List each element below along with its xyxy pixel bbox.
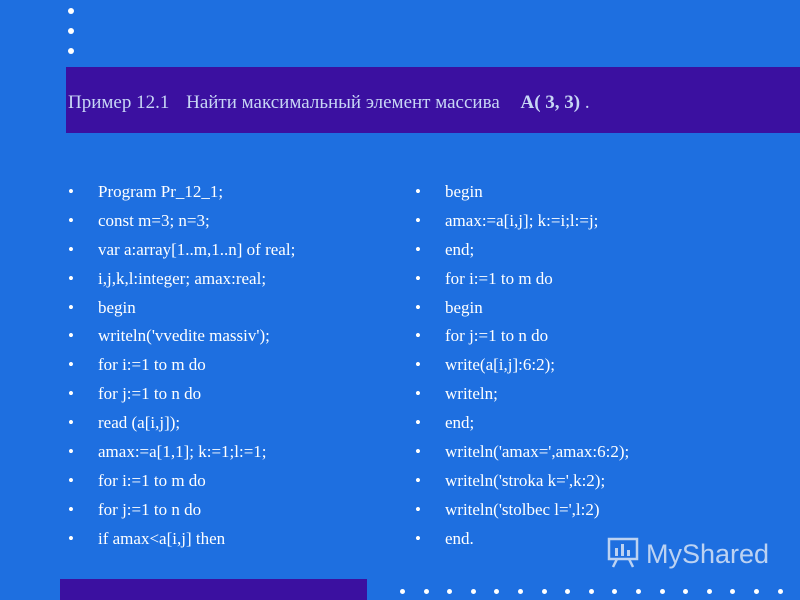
code-text: writeln; [445, 384, 498, 404]
code-text: writeln('vvedite massiv'); [98, 326, 270, 346]
code-line [415, 265, 755, 294]
code-line [415, 294, 755, 323]
bullet-marker: • [415, 326, 421, 346]
dot [636, 589, 641, 594]
code-text: Program Pr_12_1; [98, 182, 224, 201]
code-text: i,j,k,l:integer; amax:real; [98, 268, 267, 288]
decorative-dots-bottom [400, 589, 800, 594]
bullet-marker: • [68, 470, 74, 490]
code-line [68, 265, 388, 294]
bullet-marker: • [415, 442, 421, 462]
brand-name: MyShared [646, 539, 770, 569]
code-line [68, 380, 388, 409]
code-line [415, 438, 755, 467]
bullet-marker: • [415, 239, 421, 259]
dot [683, 589, 688, 594]
code-text: const m=3; n=3; [98, 210, 210, 230]
dot [68, 8, 74, 14]
code-text: end; [445, 413, 475, 433]
bullet-marker: • [68, 413, 74, 433]
bullet-marker: • [415, 210, 421, 230]
dot [707, 589, 712, 594]
code-line [415, 207, 755, 236]
code-text: amax:=a[1,1]; k:=1;l:=1; [98, 442, 267, 462]
code-text: end. [445, 528, 474, 548]
bullet-marker: • [68, 268, 74, 288]
bullet-marker: • [68, 239, 74, 259]
bullet-marker: • [68, 182, 74, 201]
code-column-right [415, 178, 755, 554]
code-line [415, 322, 755, 351]
bullet-marker: • [415, 297, 421, 317]
code-text: for j:=1 to n do [445, 326, 549, 346]
code-text: end; [445, 239, 475, 259]
dot [754, 589, 759, 594]
dot [68, 48, 74, 54]
slide-title [68, 92, 590, 114]
bullet-marker: • [415, 413, 421, 433]
code-text: if amax<a[i,j] then [98, 528, 226, 548]
code-text: write(a[i,j]:6:2); [445, 355, 555, 375]
bullet-marker: • [415, 268, 421, 288]
code-line [68, 467, 388, 496]
bullet-marker: • [415, 384, 421, 404]
code-text: begin [445, 297, 483, 317]
dot [660, 589, 665, 594]
dot [400, 589, 405, 594]
array-label: A( 3, 3) [520, 92, 581, 113]
dot [778, 589, 783, 594]
dot [589, 589, 594, 594]
dot [471, 589, 476, 594]
dot [542, 589, 547, 594]
code-line [415, 178, 755, 207]
code-text: begin [445, 182, 483, 201]
code-text: writeln('stroka k=',k:2); [445, 470, 606, 490]
bullet-marker: • [415, 499, 421, 519]
code-text: for i:=1 to m do [445, 268, 553, 288]
dot [68, 28, 74, 34]
code-text: for i:=1 to m do [98, 355, 206, 375]
dot [494, 589, 499, 594]
code-text: read (a[i,j]); [98, 413, 181, 433]
code-text: writeln('amax=',amax:6:2); [445, 442, 630, 462]
code-line [68, 351, 388, 380]
bullet-marker: • [68, 355, 74, 375]
bullet-marker: • [415, 182, 421, 201]
code-line [415, 351, 755, 380]
task-text: Найти максимальный элемент массива [186, 92, 500, 113]
code-text: for j:=1 to n do [98, 499, 202, 519]
code-line [68, 207, 388, 236]
example-label: Пример 12.1 [68, 92, 170, 113]
code-text: begin [98, 297, 136, 317]
bullet-marker: • [68, 210, 74, 230]
code-text: for j:=1 to n do [98, 384, 202, 404]
title-period: . [584, 92, 590, 113]
code-line [68, 178, 388, 207]
myshared-logo [606, 535, 769, 574]
bullet-marker: • [415, 355, 421, 375]
code-line [68, 236, 388, 265]
bullet-marker: • [68, 528, 74, 548]
bullet-marker: • [415, 528, 421, 548]
code-text: for i:=1 to m do [98, 470, 206, 490]
bullet-marker: • [68, 499, 74, 519]
dot [424, 589, 429, 594]
bottom-band [60, 579, 367, 600]
code-line [415, 467, 755, 496]
decorative-dots-top [68, 8, 80, 68]
bullet-marker: • [68, 326, 74, 346]
code-line [68, 322, 388, 351]
bullet-marker: • [415, 470, 421, 490]
code-text: writeln('stolbec l=',l:2) [445, 499, 600, 519]
code-line [415, 496, 755, 525]
code-line [68, 496, 388, 525]
code-column-left [68, 178, 388, 554]
dot [730, 589, 735, 594]
code-line [68, 438, 388, 467]
code-line [415, 236, 755, 265]
bullet-marker: • [68, 384, 74, 404]
bullet-marker: • [68, 442, 74, 462]
dot [612, 589, 617, 594]
dot [518, 589, 523, 594]
code-line [68, 409, 388, 438]
dot [565, 589, 570, 594]
dot [447, 589, 452, 594]
code-line [415, 409, 755, 438]
code-line [68, 294, 388, 323]
code-text: var a:array[1..m,1..n] of real; [98, 239, 296, 259]
code-line [415, 380, 755, 409]
presentation-board-icon [606, 535, 646, 574]
code-text: amax:=a[i,j]; k:=i;l:=j; [445, 210, 599, 230]
bullet-marker: • [68, 297, 74, 317]
code-line [68, 525, 388, 554]
